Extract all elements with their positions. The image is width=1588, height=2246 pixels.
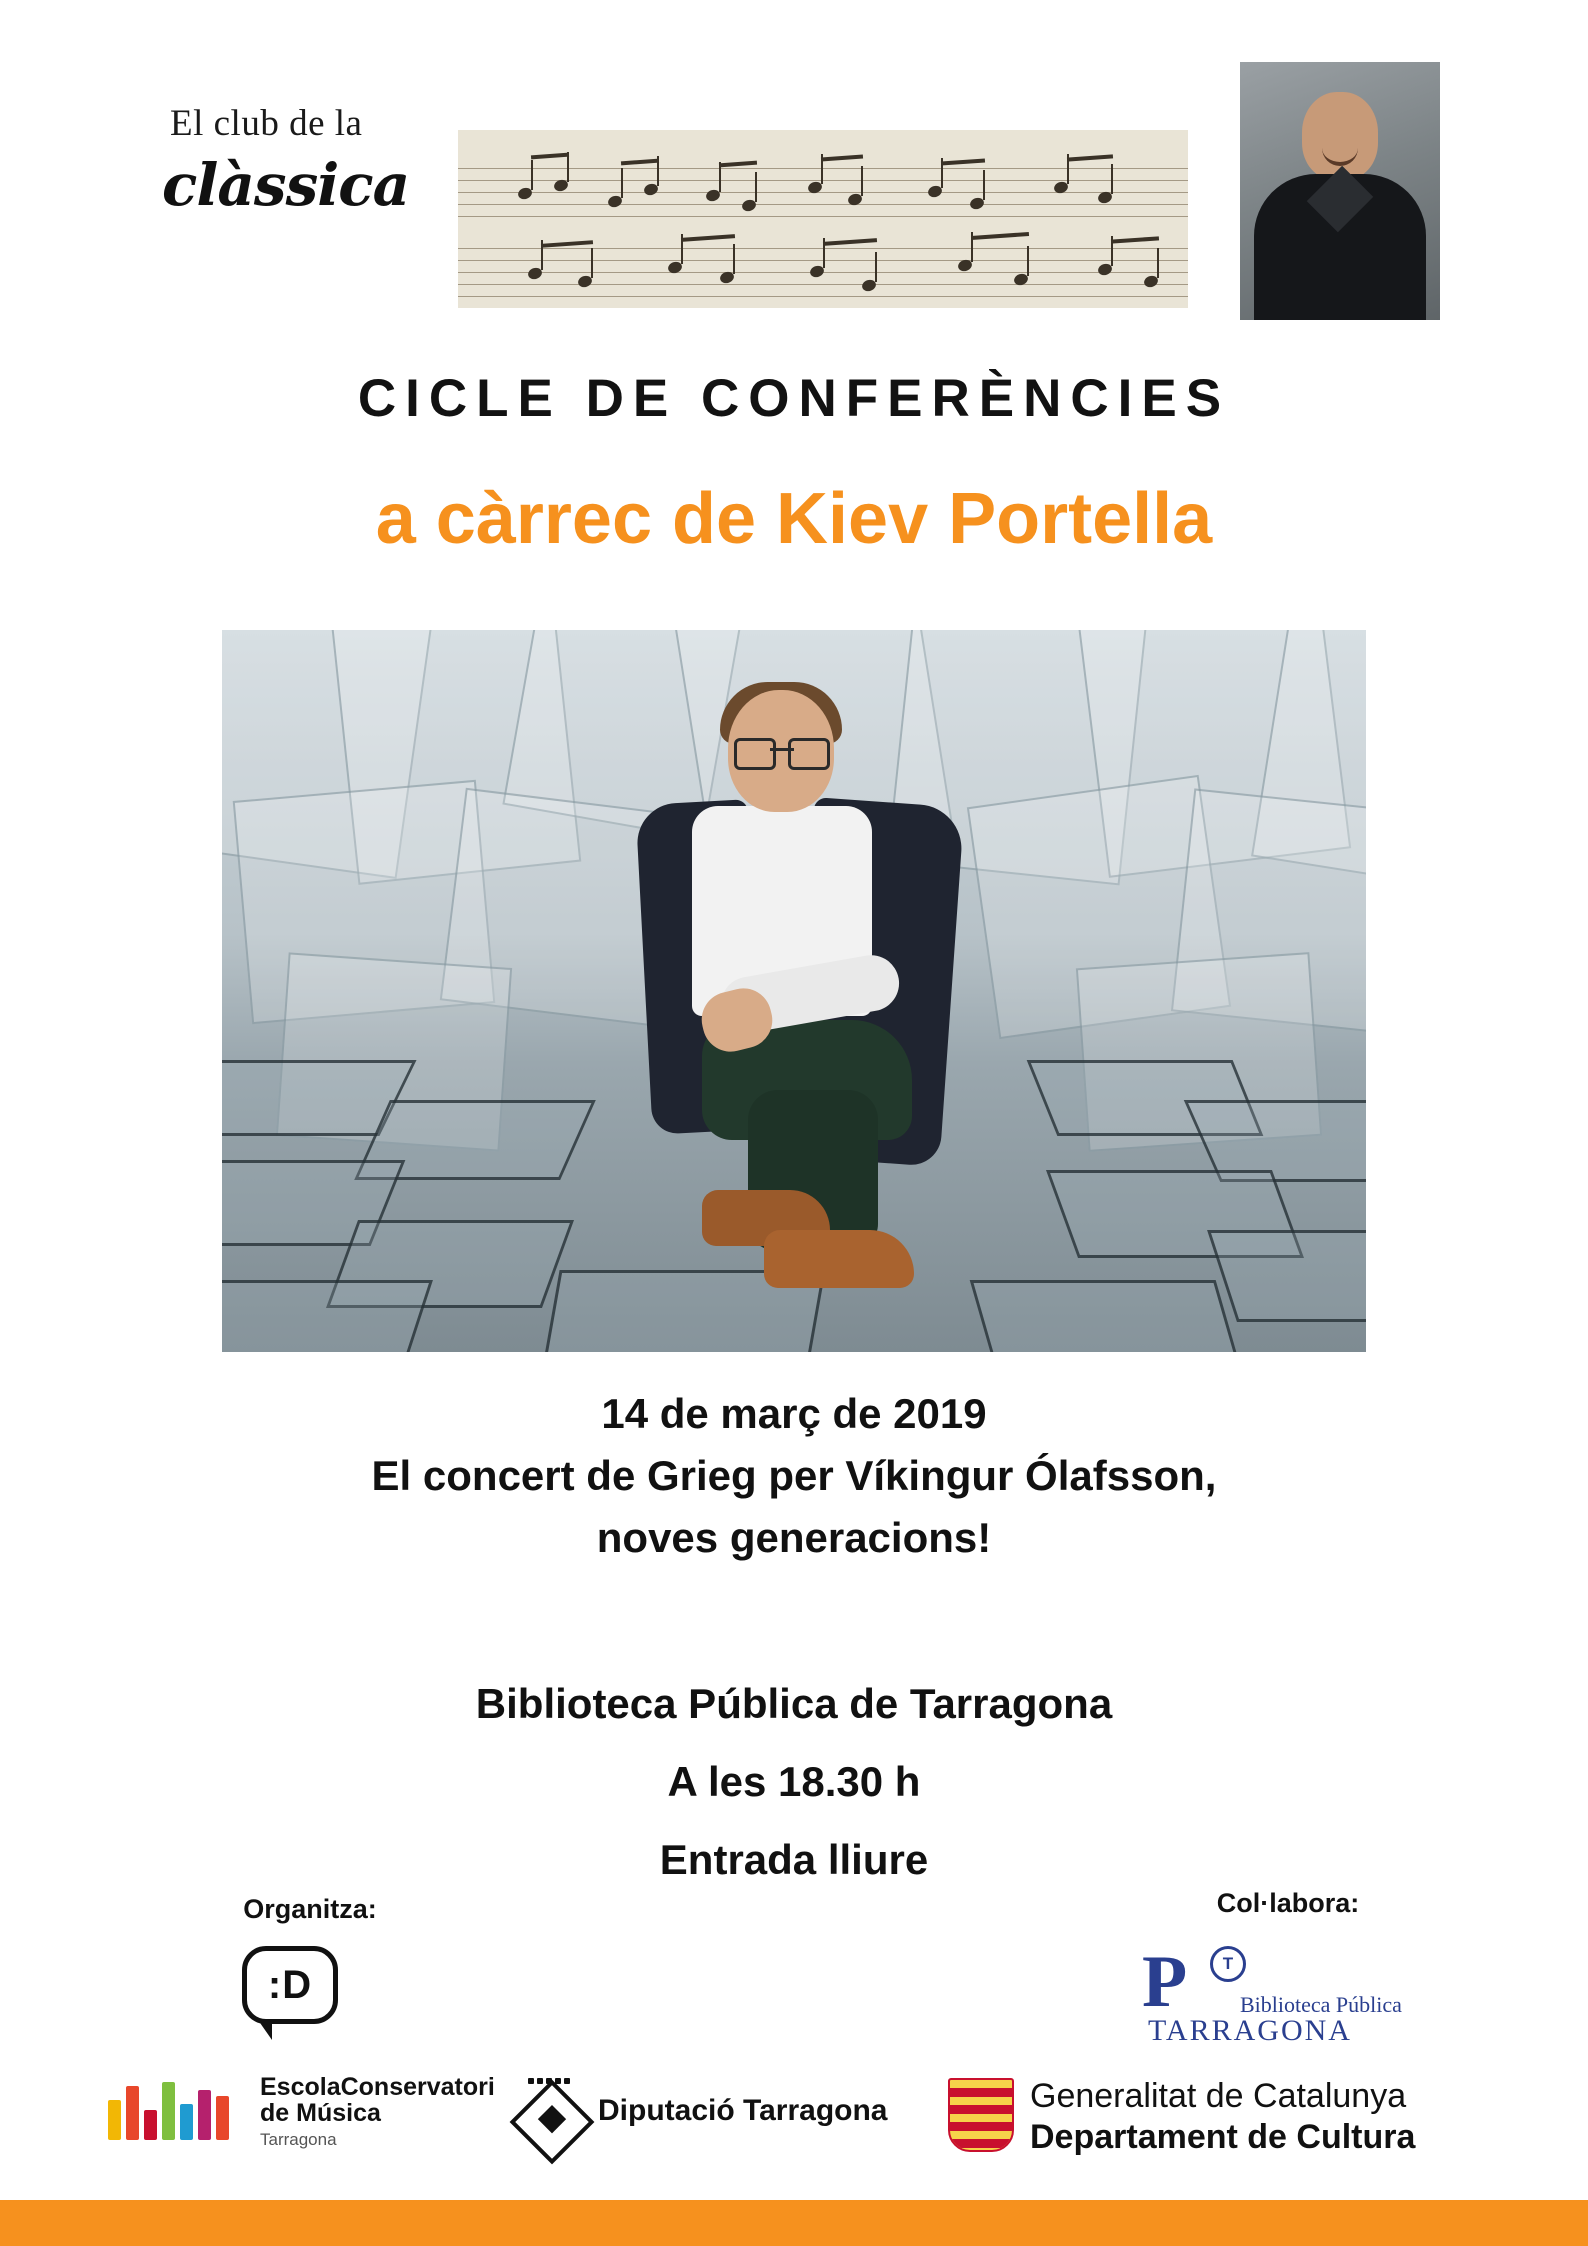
cycle-title: CICLE DE CONFERÈNCIES xyxy=(357,369,1231,428)
library-logo-badge: T xyxy=(1210,1946,1246,1982)
music-manuscript-icon xyxy=(458,130,1188,308)
event-venue: Biblioteca Pública de Tarragona xyxy=(475,1680,1113,1727)
speaker-title: a càrrec de Kiev Portella xyxy=(375,479,1213,559)
footer-accent-bar xyxy=(0,2200,1588,2246)
event-description-line-1: El concert de Grieg per Víkingur Ólafsson, xyxy=(371,1452,1217,1499)
escola-bars-icon xyxy=(108,2078,248,2140)
generalitat-name: Generalitat de Catalunya xyxy=(1030,2077,1407,2115)
logo-line-1: El club de la xyxy=(170,102,363,144)
event-date: 14 de març de 2019 xyxy=(601,1390,987,1437)
biblioteca-publica-logo xyxy=(1120,1938,1420,2047)
diputacio-tarragona-logo xyxy=(512,2074,912,2156)
library-logo-mark: P xyxy=(1142,1941,1188,2023)
institutional-logos-row xyxy=(0,2060,1588,2180)
speaker-portrait-thumbnail xyxy=(1240,62,1440,320)
event-time: A les 18.30 h xyxy=(667,1758,921,1805)
event-entry: Entrada lliure xyxy=(659,1836,929,1883)
generalitat-de-catalunya-logo xyxy=(948,2066,1468,2166)
library-logo-subtitle: Biblioteca Pública xyxy=(1240,1992,1402,2017)
escola-city: Tarragona xyxy=(260,2129,337,2149)
escola-conservatori-logo xyxy=(108,2072,495,2158)
poster-header xyxy=(0,62,1588,312)
organizer-logo-icon xyxy=(242,1946,338,2024)
escola-name-line-1: EscolaConservatori xyxy=(260,2073,495,2101)
logo-line-2: clàssica xyxy=(162,150,410,219)
organizer-label: Organitza: xyxy=(243,1894,377,1924)
club-de-la-classica-logo xyxy=(152,80,452,240)
main-photo xyxy=(222,630,1366,1352)
catalan-flag-icon xyxy=(948,2078,1014,2152)
organizer-logo-text: :D xyxy=(267,1962,313,2007)
diputacio-name: Diputació Tarragona xyxy=(598,2094,888,2127)
departament-name: Departament de Cultura xyxy=(1030,2117,1416,2156)
escola-name-line-2: de Música xyxy=(260,2099,381,2128)
event-description-line-2: noves generacions! xyxy=(596,1514,992,1561)
library-logo-city: TARRAGONA xyxy=(1148,2014,1352,2047)
diputacio-mark-icon xyxy=(512,2078,584,2150)
photo-subject xyxy=(552,690,1022,1290)
collaborator-label: Col·labora: xyxy=(1216,1888,1360,1918)
